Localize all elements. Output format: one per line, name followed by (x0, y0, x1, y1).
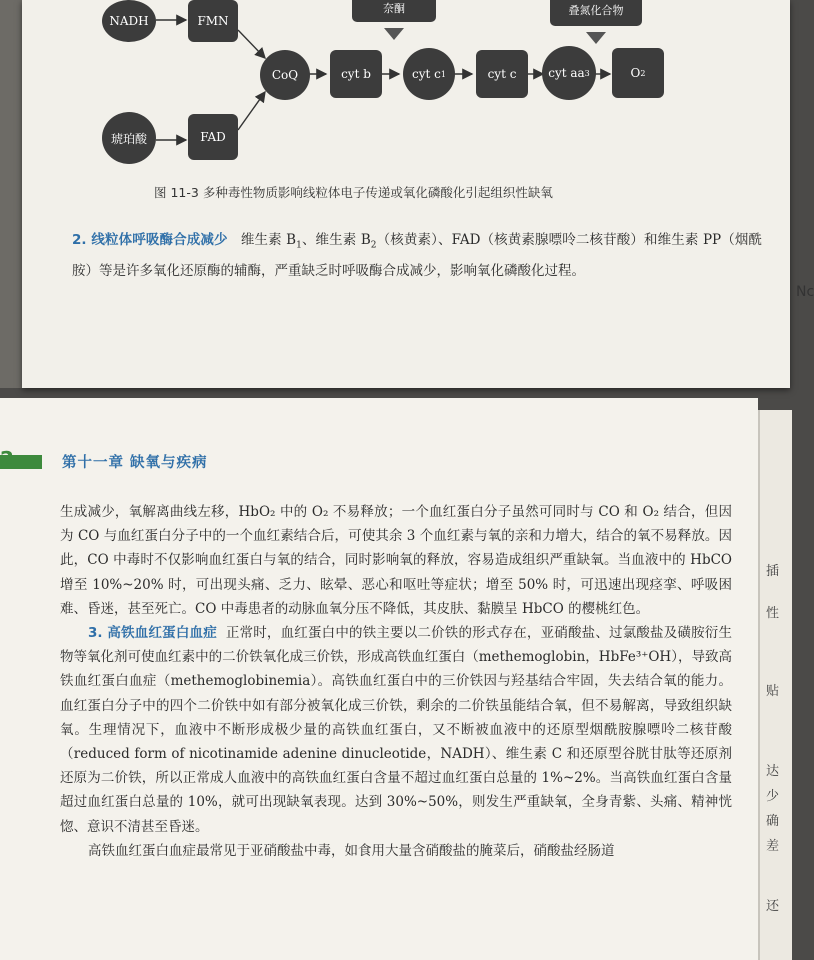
inhibitor-box-1: 奈酮 (352, 0, 436, 22)
top-page (22, 0, 814, 388)
adjacent-page-edge: 插 性 贴 达 少 确 差 还 (758, 410, 792, 960)
page-number: 2 (0, 447, 14, 471)
fad-node: FAD (188, 114, 238, 160)
chapter-title: 第十一章 缺氧与疾病 (62, 455, 208, 471)
section-2-paragraph: 2. 线粒体呼吸酶合成减少 维生素 $B_1$、维生素 $B_2$（核黄素）、FAD（核黄素腺嘌呤二核苷酸）和维生素 PP（烟酰胺）等是许多氧化还原酶的辅酶，严重缺乏时呼吸酶合成减少，影响氧化磷酸化过程。 (72, 232, 762, 279)
figure-caption: 图 11-3 多种毒性物质影响线粒体电子传递或氧化磷酸化引起组织性缺氧 (154, 185, 553, 200)
cyt-c-node: cyt c (476, 50, 528, 98)
body-text (60, 500, 732, 863)
coq-node: CoQ (260, 50, 310, 100)
section-2-heading: 2. 线粒体呼吸酶合成减少 (72, 232, 228, 248)
cyt-b-node: cyt b (330, 50, 382, 98)
succinate-node: 琥珀酸 (102, 112, 156, 164)
paragraph-methemoglobinemia: 3. 高铁血红蛋白血症 正常时，血红蛋白中的铁主要以二价铁的形式存在，亚硝酸盐、过氯酸盐及磺胺衍生物等氧化剂可使血红素中的二价铁氧化成三价铁，形成高铁血红蛋白（methemoglobin，HbFe³⁺OH），导致高铁血红蛋白血症（methemoglobinemia）。高铁血红蛋白中的三价铁因与羟基结合牢固，失去结合氧的能力。血红蛋白分子中的四个二价铁中如有部分被氧化成三价铁，剩余的二价铁虽能结合氧，但不易解离，导致组织缺氧。生理情况下，血液中不断形成极少量的高铁血红蛋白，又不断被血液中的还原型烟酰胺腺嘌呤二核苷酸（reduced form of nicotinamide adenine dinucleotide，NADH）、维生素 C 和还原型谷胱甘肽等还原剂还原为二价铁，所以正常成人血液中的高铁血红蛋白含量不超过血红蛋白总量的 1%~2%。当高铁血红蛋白含量超过血红蛋白总量的 10%，就可出现缺氧表现。达到 30%~50%，则发生严重缺氧，全身青紫、头痛、精神恍惚、意识不清甚至昏迷。 (60, 625, 732, 835)
inhibitor-box-2: 叠氮化合物 (550, 0, 642, 26)
cyt-aa3-node: cyt aa 3 (542, 46, 596, 100)
o2-node: O 2 (612, 48, 664, 98)
adjacent-page-fragment: Nc (796, 284, 814, 300)
fmn-node: FMN (188, 0, 238, 42)
nadh-node: NADH (102, 0, 156, 42)
paragraph-co-poisoning: 生成减少，氧解离曲线左移，HbO₂ 中的 O₂ 不易释放；一个血红蛋白分子虽然可同时与 CO 和 O₂ 结合，但因为 CO 与血红蛋白分子中的一个血红素结合后，可使其余 3 个血红素与氧的亲和力增大，结合的氧不易释放。因此，CO 中毒时不仅影响血红蛋白与氧的结合，同时影响氧的释放，容易造成组织严重缺氧。当血液中的 HbCO 增至 10%~20% 时，可出现头痛、乏力、眩晕、恶心和呕吐等症状；增至 50% 时，可迅速出现痉挛、呼吸困难、昏迷，甚至死亡。CO 中毒患者的动脉血氧分压不降低，其皮肤、黏膜呈 HbCO 的樱桃红色。 (60, 504, 732, 617)
section-3-heading: 3. 高铁血红蛋白血症 (88, 625, 217, 642)
book-gutter-shadow (0, 0, 22, 388)
paragraph-nitrite: 高铁血红蛋白血症最常见于亚硝酸盐中毒，如食用大量含硝酸盐的腌菜后，硝酸盐经肠道 (88, 842, 615, 859)
cyt-c1-node: cyt c 1 (403, 48, 455, 100)
